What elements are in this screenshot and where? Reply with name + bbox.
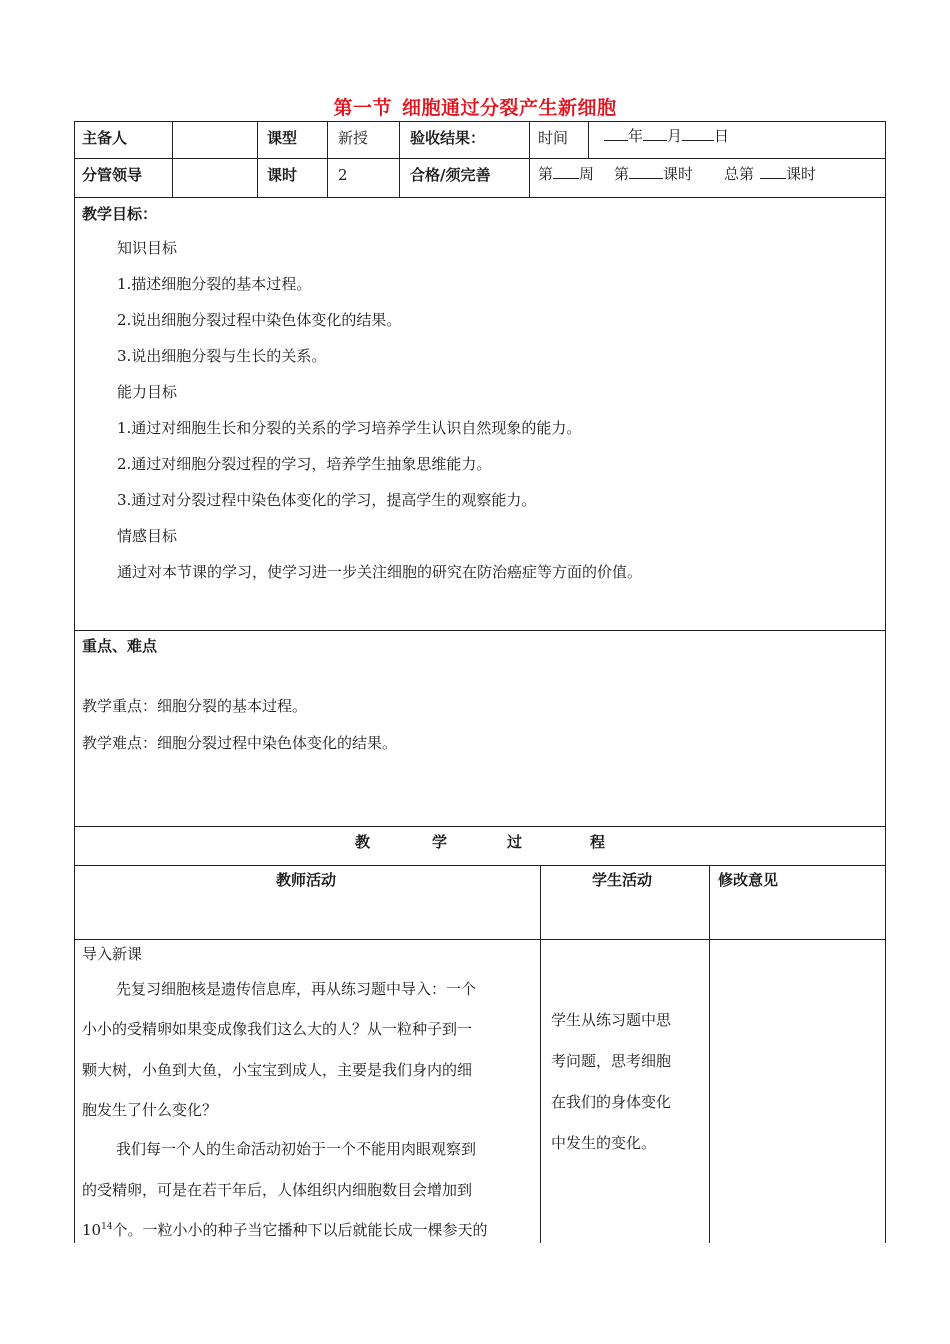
- teacher-line: 我们每一个人的生命活动初始于一个不能用肉眼观察到: [116, 1140, 477, 1158]
- teacher-activity-header: 教师活动: [276, 871, 337, 889]
- student-activity-header: 学生活动: [592, 871, 653, 889]
- teacher-line: $10^{14}$个。一粒小小的种子当它播种下以后就能长成一棵参天的: [82, 1221, 488, 1239]
- student-line: 学生从练习题中思: [551, 1011, 672, 1029]
- course-type-label: 课型: [267, 129, 298, 147]
- emotion-heading: 情感目标: [117, 527, 178, 545]
- lesson-field: 第 课时: [614, 165, 694, 183]
- ability-item: 2.通过对细胞分裂过程的学习，培养学生抽象思维能力。: [117, 455, 492, 473]
- teacher-line: 胞发生了什么变化？: [82, 1101, 218, 1119]
- period-value: 2: [338, 166, 348, 184]
- date-field: 年 月 日: [604, 126, 729, 146]
- pass-label: 合格/须完善: [410, 166, 491, 184]
- keypoints-heading: 重点、难点: [82, 637, 158, 655]
- process-heading-char: 程: [590, 833, 606, 851]
- student-line: 中发生的变化。: [551, 1134, 657, 1152]
- teaching-difficulty: 教学难点：细胞分裂过程中染色体变化的结果。: [82, 734, 398, 752]
- ability-item: 3.通过对分裂过程中染色体变化的学习，提高学生的观察能力。: [117, 491, 537, 509]
- ability-item: 1.通过对细胞生长和分裂的关系的学习培养学生认识自然现象的能力。: [117, 419, 582, 437]
- page-title: [0, 93, 950, 120]
- knowledge-item: 2.说出细胞分裂过程中染色体变化的结果。: [117, 311, 402, 329]
- title-section: 第一节: [333, 97, 392, 119]
- process-heading-char: 学: [432, 833, 448, 851]
- teacher-line: 颗大树，小鱼到大鱼，小宝宝到成人，主要是我们身内的细: [82, 1061, 473, 1079]
- teaching-focus: 教学重点：细胞分裂的基本过程。: [82, 697, 308, 715]
- teacher-line: 小小的受精卵如果变成像我们这么大的人？从一粒种子到一: [82, 1020, 473, 1038]
- process-heading-char: 教: [355, 833, 371, 851]
- objectives-heading: 教学目标：: [82, 205, 158, 223]
- week-field: 第 周: [538, 165, 595, 183]
- title-topic: 细胞通过分裂产生新细胞: [402, 97, 617, 119]
- knowledge-item: 3.说出细胞分裂与生长的关系。: [117, 347, 327, 365]
- supervisor-label: 分管领导: [82, 166, 143, 184]
- acceptance-label: 验收结果：: [410, 129, 486, 147]
- teacher-line: 的受精卵，可是在若干年后，人体组织内细胞数目会增加到: [82, 1181, 473, 1199]
- ability-heading: 能力目标: [117, 383, 178, 401]
- period-label: 课时: [267, 166, 298, 184]
- revision-header: 修改意见: [718, 871, 779, 889]
- teacher-line: 先复习细胞核是遗传信息库，再从练习题中导入：一个: [116, 980, 477, 998]
- preparer-label: 主备人: [82, 129, 128, 147]
- process-heading-char: 过: [507, 833, 523, 851]
- knowledge-heading: 知识目标: [117, 239, 178, 257]
- total-lesson-field: 总第 课时: [724, 165, 817, 183]
- intro-heading: 导入新课: [82, 945, 143, 963]
- time-label: 时间: [538, 129, 569, 147]
- student-line: 考问题，思考细胞: [551, 1052, 672, 1070]
- course-type-value: 新授: [338, 129, 369, 147]
- knowledge-item: 1.描述细胞分裂的基本过程。: [117, 275, 312, 293]
- student-line: 在我们的身体变化: [551, 1093, 672, 1111]
- emotion-text: 通过对本节课的学习，使学习进一步关注细胞的研究在防治癌症等方面的价值。: [117, 563, 643, 581]
